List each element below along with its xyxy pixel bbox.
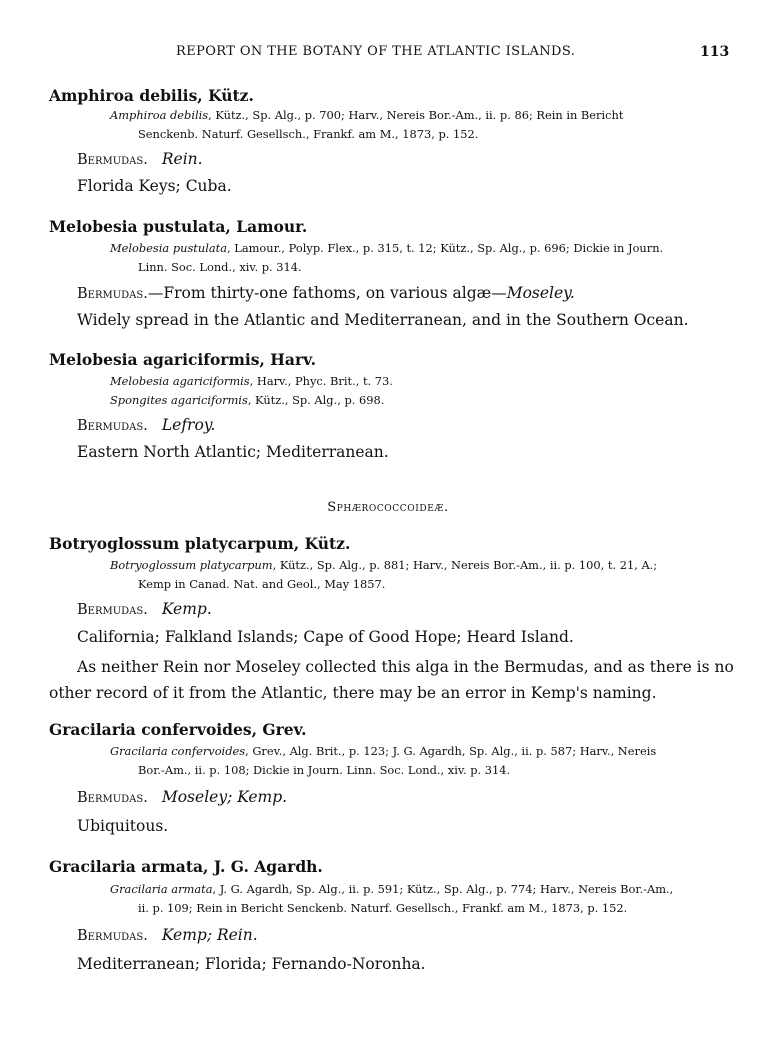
- locality-line: [77, 284, 575, 302]
- locality-label: Bermudas.: [77, 418, 148, 434]
- synonymy-references: [110, 239, 730, 276]
- taxon-name-italic: Melobesia pustulata: [110, 241, 228, 255]
- synonymy-references: [110, 556, 730, 593]
- collector-name: Kemp.: [161, 600, 212, 618]
- section-heading: Sphærococcoideæ.: [327, 500, 449, 515]
- species-name: Melobesia pustulata, Lamour.: [49, 217, 308, 236]
- species-name: Gracilaria armata, J. G. Agardh.: [49, 857, 323, 876]
- running-header: [0, 44, 776, 64]
- locality-label: Bermudas.: [77, 928, 148, 944]
- collector-name: Moseley.: [506, 284, 575, 302]
- synonymy-references: [110, 372, 730, 409]
- reference-line: Melobesia pustulata, Lamour., Polyp. Flex., p. 315, t. 12; Kütz., Sp. Alg., p. 696; Dickie in Journ.: [110, 241, 664, 255]
- remark-paragraph: [49, 654, 737, 706]
- species-name: Botryoglossum platycarpum, Kütz.: [49, 534, 351, 553]
- reference-line: Spongites agariciformis, Kütz., Sp. Alg., p. 698.: [110, 392, 385, 407]
- locality-line: [77, 150, 203, 168]
- locality-line: [77, 788, 287, 806]
- reference-line: Gracilaria confervoides, Grev., Alg. Brit., p. 123; J. G. Agardh, Sp. Alg., ii. p. 587; Harv., Nereis: [110, 744, 657, 758]
- reference-line: Kemp in Canad. Nat. and Geol., May 1857.: [138, 576, 386, 591]
- distribution-text: Mediterranean; Florida; Fernando-Noronha.: [77, 955, 426, 973]
- distribution-text: Florida Keys; Cuba.: [77, 177, 232, 195]
- collector-name: Rein.: [161, 150, 203, 168]
- locality-description: —From thirty-one fathoms, on various algæ—: [147, 284, 507, 302]
- synonymy-references: [110, 106, 730, 143]
- reference-line: ii. p. 109; Rein in Bericht Senckenb. Naturf. Gesellsch., Frankf. am M., 1873, p. 152.: [138, 900, 628, 915]
- locality-line: [77, 416, 215, 434]
- running-title: REPORT ON THE BOTANY OF THE ATLANTIC ISLANDS.: [176, 44, 576, 59]
- locality-label: Bermudas.: [77, 152, 148, 168]
- locality-label: Bermudas.: [77, 602, 148, 618]
- reference-line: Botryoglossum platycarpum, Kütz., Sp. Alg., p. 881; Harv., Nereis Bor.-Am., ii. p. 100, t. 21, A.;: [110, 558, 658, 572]
- taxon-name-italic: Melobesia agariciformis: [110, 374, 250, 388]
- species-name: Amphiroa debilis, Kütz.: [49, 86, 254, 105]
- distribution-text: Eastern North Atlantic; Mediterranean.: [77, 443, 389, 461]
- reference-line: Senckenb. Naturf. Gesellsch., Frankf. am M., 1873, p. 152.: [138, 126, 479, 141]
- taxon-name-italic: Amphiroa debilis: [110, 108, 209, 122]
- remark-line: As neither Rein nor Moseley collected this alga in the Bermudas, and as there is no: [77, 658, 734, 676]
- locality-line: [77, 926, 258, 944]
- page-number: 113: [700, 44, 730, 60]
- taxon-name-italic: Botryoglossum platycarpum: [110, 558, 273, 572]
- collector-name: Lefroy.: [161, 416, 216, 434]
- distribution-text: Ubiquitous.: [77, 817, 169, 835]
- reference-line: Linn. Soc. Lond., xiv. p. 314.: [138, 259, 302, 274]
- collector-name: Moseley; Kemp.: [161, 788, 288, 806]
- synonymy-references: [110, 880, 730, 917]
- reference-line: Melobesia agariciformis, Harv., Phyc. Brit., t. 73.: [110, 374, 393, 388]
- distribution-text: Widely spread in the Atlantic and Mediterranean, and in the Southern Ocean.: [77, 311, 689, 329]
- reference-line: Amphiroa debilis, Kütz., Sp. Alg., p. 700; Harv., Nereis Bor.-Am., ii. p. 86; Rein in Bericht: [110, 108, 624, 122]
- species-name: Melobesia agariciformis, Harv.: [49, 350, 316, 369]
- locality-label: Bermudas.: [77, 790, 148, 806]
- reference-line: Gracilaria armata, J. G. Agardh, Sp. Alg., ii. p. 591; Kütz., Sp. Alg., p. 774; Harv., Nereis Bor.-Am.,: [110, 882, 674, 896]
- synonymy-references: [110, 742, 730, 779]
- locality-label: Bermudas.: [77, 286, 148, 302]
- distribution-text: California; Falkland Islands; Cape of Good Hope; Heard Island.: [77, 628, 574, 646]
- taxon-name-italic: Gracilaria armata: [110, 882, 213, 896]
- locality-line: [77, 600, 212, 618]
- collector-name: Kemp; Rein.: [161, 926, 258, 944]
- taxon-name-italic: Gracilaria confervoides: [110, 744, 246, 758]
- species-name: Gracilaria confervoides, Grev.: [49, 720, 307, 739]
- remark-line: other record of it from the Atlantic, there may be an error in Kemp's naming.: [49, 684, 657, 702]
- reference-line: Bor.-Am., ii. p. 108; Dickie in Journ. Linn. Soc. Lond., xiv. p. 314.: [138, 762, 511, 777]
- taxon-name-italic: Spongites agariciformis: [110, 392, 248, 407]
